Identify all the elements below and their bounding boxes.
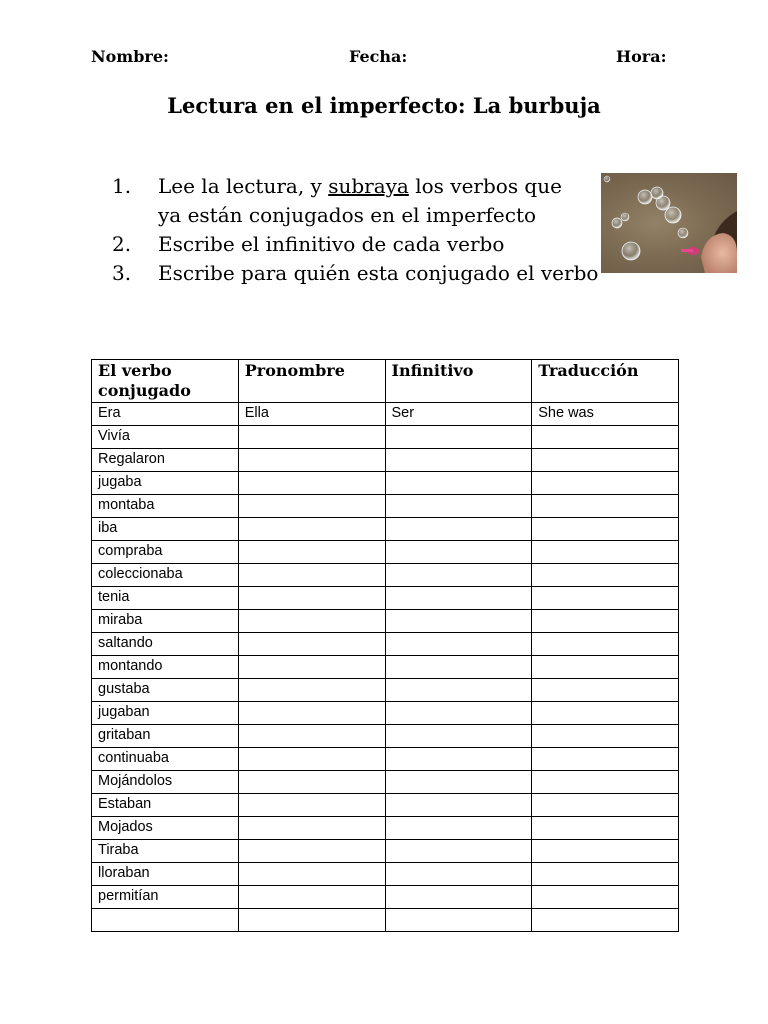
cell-verbo: tenia: [92, 587, 239, 610]
cell-infinitivo: [385, 817, 532, 840]
cell-pronombre: [238, 679, 385, 702]
cell-pronombre: [238, 794, 385, 817]
table-row: [92, 702, 679, 725]
cell-verbo: Regalaron: [92, 449, 239, 472]
cell-traduccion: [532, 909, 679, 932]
cell-infinitivo: [385, 794, 532, 817]
cell-verbo: permitían: [92, 886, 239, 909]
table-row: [92, 771, 679, 794]
table-row: [92, 679, 679, 702]
cell-pronombre: [238, 564, 385, 587]
cell-infinitivo: [385, 426, 532, 449]
cell-pronombre: [238, 656, 385, 679]
cell-pronombre: [238, 817, 385, 840]
col-header-verbo: El verbo conjugado: [92, 360, 239, 403]
cell-pronombre: [238, 725, 385, 748]
table-row: [92, 518, 679, 541]
cell-traduccion: [532, 449, 679, 472]
instruction-underlined: subraya: [328, 174, 409, 198]
cell-infinitivo: [385, 679, 532, 702]
cell-infinitivo: [385, 840, 532, 863]
instruction-item: [112, 230, 672, 259]
cell-traduccion: [532, 633, 679, 656]
cell-traduccion: [532, 817, 679, 840]
cell-verbo: [92, 909, 239, 932]
table-body: [92, 403, 679, 932]
cell-verbo: saltando: [92, 633, 239, 656]
table-row: [92, 817, 679, 840]
table-row: [92, 426, 679, 449]
cell-pronombre: [238, 702, 385, 725]
cell-verbo: jugaban: [92, 702, 239, 725]
cell-verbo: jugaba: [92, 472, 239, 495]
cell-pronombre: [238, 426, 385, 449]
cell-pronombre: [238, 909, 385, 932]
cell-traduccion: [532, 840, 679, 863]
cell-verbo: montaba: [92, 495, 239, 518]
page-title: Lectura en el imperfecto: La burbuja: [167, 93, 601, 118]
cell-infinitivo: [385, 771, 532, 794]
cell-traduccion: [532, 748, 679, 771]
cell-verbo: montando: [92, 656, 239, 679]
cell-infinitivo: [385, 472, 532, 495]
table-row: [92, 656, 679, 679]
verb-table: [91, 359, 679, 932]
cell-infinitivo: [385, 587, 532, 610]
cell-infinitivo: [385, 748, 532, 771]
cell-infinitivo: Ser: [385, 403, 532, 426]
cell-infinitivo: [385, 610, 532, 633]
cell-infinitivo: [385, 702, 532, 725]
table-row: [92, 909, 679, 932]
cell-traduccion: [532, 886, 679, 909]
col-header-traduccion: Traducción: [532, 360, 679, 403]
cell-pronombre: [238, 863, 385, 886]
table-row: [92, 886, 679, 909]
cell-infinitivo: [385, 449, 532, 472]
cell-traduccion: She was: [532, 403, 679, 426]
cell-verbo: coleccionaba: [92, 564, 239, 587]
table-row: [92, 403, 679, 426]
table-row: [92, 472, 679, 495]
cell-pronombre: [238, 748, 385, 771]
cell-verbo: gritaban: [92, 725, 239, 748]
cell-verbo: continuaba: [92, 748, 239, 771]
table-row: [92, 449, 679, 472]
table-row: [92, 610, 679, 633]
bubbles-photo: [601, 173, 737, 273]
hora-label: Hora:: [616, 47, 667, 66]
table-row: [92, 587, 679, 610]
cell-traduccion: [532, 426, 679, 449]
cell-pronombre: [238, 886, 385, 909]
cell-infinitivo: [385, 909, 532, 932]
table-row: [92, 863, 679, 886]
cell-verbo: gustaba: [92, 679, 239, 702]
cell-infinitivo: [385, 863, 532, 886]
table-row: [92, 725, 679, 748]
instruction-post: los verbos que ya están conjugados en el imperfecto: [158, 174, 562, 227]
cell-pronombre: [238, 518, 385, 541]
cell-traduccion: [532, 656, 679, 679]
col-header-infinitivo: Infinitivo: [385, 360, 532, 403]
table-row: [92, 495, 679, 518]
cell-traduccion: [532, 794, 679, 817]
cell-infinitivo: [385, 541, 532, 564]
col-header-pronombre: Pronombre: [238, 360, 385, 403]
instruction-text: Escribe para quién esta conjugado el verbo: [158, 261, 599, 285]
cell-verbo: Era: [92, 403, 239, 426]
table-row: [92, 633, 679, 656]
cell-infinitivo: [385, 495, 532, 518]
instruction-number: 3.: [112, 261, 132, 285]
instructions-list: [112, 172, 672, 288]
table-row: [92, 748, 679, 771]
cell-traduccion: [532, 702, 679, 725]
cell-pronombre: [238, 633, 385, 656]
instruction-number: 1.: [112, 174, 132, 198]
instruction-text: Escribe el infinitivo de cada verbo: [158, 232, 505, 256]
cell-verbo: Tiraba: [92, 840, 239, 863]
cell-pronombre: [238, 495, 385, 518]
instruction-number: 2.: [112, 232, 132, 256]
cell-verbo: Mojándolos: [92, 771, 239, 794]
cell-infinitivo: [385, 886, 532, 909]
cell-pronombre: [238, 587, 385, 610]
cell-pronombre: [238, 541, 385, 564]
cell-verbo: lloraban: [92, 863, 239, 886]
table-row: [92, 794, 679, 817]
cell-verbo: Mojados: [92, 817, 239, 840]
cell-infinitivo: [385, 725, 532, 748]
cell-traduccion: [532, 541, 679, 564]
cell-verbo: Vivía: [92, 426, 239, 449]
table-row: [92, 541, 679, 564]
cell-traduccion: [532, 495, 679, 518]
cell-pronombre: Ella: [238, 403, 385, 426]
table-row: [92, 564, 679, 587]
cell-traduccion: [532, 564, 679, 587]
cell-pronombre: [238, 472, 385, 495]
table-row: [92, 840, 679, 863]
instruction-text: [158, 172, 570, 230]
cell-verbo: iba: [92, 518, 239, 541]
cell-traduccion: [532, 679, 679, 702]
cell-traduccion: [532, 725, 679, 748]
cell-traduccion: [532, 518, 679, 541]
instruction-item: [112, 172, 672, 230]
cell-traduccion: [532, 771, 679, 794]
fecha-label: Fecha:: [349, 47, 408, 66]
cell-traduccion: [532, 863, 679, 886]
cell-verbo: compraba: [92, 541, 239, 564]
cell-infinitivo: [385, 564, 532, 587]
cell-traduccion: [532, 610, 679, 633]
bubbles-photo-icon: [601, 173, 737, 273]
table-header-row: [92, 360, 679, 403]
instruction-pre: Lee la lectura, y: [158, 174, 329, 198]
cell-pronombre: [238, 771, 385, 794]
cell-verbo: Estaban: [92, 794, 239, 817]
cell-infinitivo: [385, 633, 532, 656]
instruction-item: [112, 259, 672, 288]
nombre-label: Nombre:: [91, 47, 169, 66]
cell-verbo: miraba: [92, 610, 239, 633]
cell-infinitivo: [385, 656, 532, 679]
cell-infinitivo: [385, 518, 532, 541]
cell-pronombre: [238, 610, 385, 633]
cell-traduccion: [532, 587, 679, 610]
cell-pronombre: [238, 840, 385, 863]
cell-traduccion: [532, 472, 679, 495]
cell-pronombre: [238, 449, 385, 472]
